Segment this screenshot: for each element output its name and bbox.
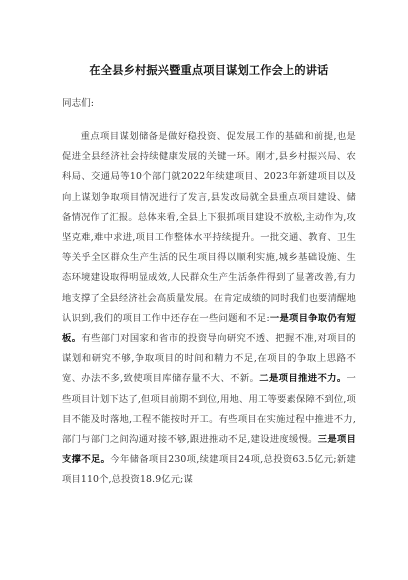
body-paragraph	[62, 127, 356, 491]
salutation: 同志们:	[62, 98, 95, 109]
paragraph-text: 一些项目计划下达了,但项目前期不到位,用地、用工等要素保障不到位,项目不能及时落地,工程不能按时开工。有些项目在实施过程中推进不力,部门与部门之间沟通对接不够,跟进推动不足,建设进度缓慢。	[62, 373, 356, 446]
paragraph-text: 今年储备项目230项,续建项目24项,总投资63.5亿元;新建项目110个,总投资18.9亿元;谋	[62, 454, 356, 486]
issue-heading-2: 二是项目推进不力。	[259, 373, 347, 385]
issue-heading-1: 一是项目争取仍有短板。	[62, 312, 356, 345]
paragraph-text: 重点项目谋划储备是做好稳投资、促发展工作的基础和前提,也是促进全县经济社会持续健康发展的关键一环。刚才,县乡村振兴局、农科局、交通局等10个部门就2022年续建项目、2023年新建项目以及向上谋划争取项目情况进行了发言,县发改局就全县重点项目建设、储备情况作了汇报。总体来看,全县上下狠抓项目建设不放松,主动作为,攻坚克难,难中求进,项目工作整体水平持续提升。一批交通、教育、卫生等关乎全区群众生产生活的民生项目得以顺利实施,城乡基础设施、生态环境建设取得明显成效,人民群众生产生活条件得到了显著改善,有力地支撑了全县经济社会高质量发展。在肯定成绩的同时我们也要清醒地认识到,我们的项目工作中还存在一些问题和不足:	[62, 131, 356, 324]
document-title: 在全县乡村振兴暨重点项目谋划工作会上的讲话	[89, 64, 329, 77]
issue-heading-3: 三是项目支撑不足。	[62, 434, 356, 466]
paragraph-text: 有些部门对国家和省市的投资导向研究不透、把握不准,对项目的谋划和研究不够,争取项目的时间和精力不足,在项目的争取上思路不宽、办法不多,致使项目库储存量不大、不新。	[62, 333, 356, 385]
